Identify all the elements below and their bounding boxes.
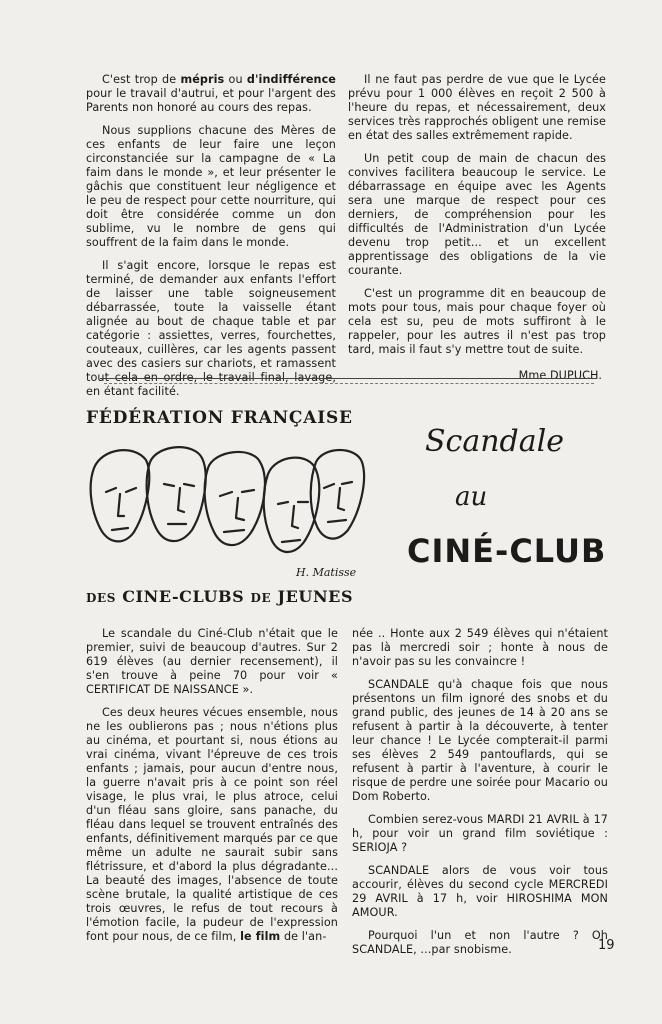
paragraph: née .. Honte aux 2 549 élèves qui n'étaient pas là mercredi soir ; honte à nous de n'avoir pas su les convaincre !: [352, 627, 608, 668]
federation-title: FÉDÉRATION FRANÇAISE: [86, 408, 353, 428]
headline-cine-club: CINÉ-CLUB: [407, 532, 607, 570]
paragraph: SCANDALE qu'à chaque fois que nous présentons un film ignoré des snobs et du grand public, des jeunes de 14 à 20 ans se refusent à partir à la découverte, à tenter leur chance ! Le Lycée compterait-il parmi ses élèves 2 549 pantouflards, qui se refusent à partir à l'aventure, à courir le risque de perdre une soirée pour Macario ou Dom Roberto.: [352, 678, 608, 803]
matisse-masks-drawing: [84, 440, 366, 570]
top-right-column: [348, 73, 606, 392]
paragraph: Un petit coup de main de chacun des convives facilitera beaucoup le service. Le débarrassage en équipe avec les Agents sera une marque de respect pour ces derniers, de compréhension pour les difficultés de l'Administration d'un Lycée devenu trop petit... et un excellent apprentissage des obligations de la vie courante.: [348, 152, 606, 277]
paragraph: Il s'agit encore, lorsque le repas est terminé, de demander aux enfants l'effort de laisser une table soigneusement débarrassée, toute la vaisselle étant alignée au bout de chaque table et par catégorie : assiettes, verres, fourchettes, couteaux, cuillères, car les agents passent avec des casiers sur chariots, et ramassent tout cela en ordre, le travail final, lavage, en étant facilité.: [86, 259, 336, 398]
page-number: 19: [598, 938, 615, 953]
separator-rule: [104, 383, 594, 384]
bottom-right-column: [352, 627, 608, 966]
paragraph: Ces deux heures vécues ensemble, nous ne les oublierons pas ; nous n'étions plus au cinéma, et pourtant si, nous étions au vrai cinéma, vivant l'épreuve de ces trois enfants ; jamais, pour aucun d'entre nous, la guerre n'avait pris à ce point son réel visage, le plus vrai, le plus atroce, celui d'un fléau sans gloire, sans panache, du fléau dans lequel se trouvent entraînés des enfants, définitivement marqués par ce que même un adulte ne saurait subir sans flétrissure, et d'abord la plus dégradante... La beauté des images, l'absence de toute scène brutale, la qualité artistique de ces trois œuvres, le refus de tout recours à l'émotion facile, la pudeur de l'expression font pour nous, de ce film, le film de l'an-: [86, 706, 338, 943]
paragraph: Nous supplions chacune des Mères de ces enfants de leur faire une leçon circonstanciée sur la campagne de « La faim dans le monde », et leur présenter le gâchis que constituent leur négligence et le peu de respect pour cette nourriture, qui doit être considérée comme un don sublime, vu le nombre de gens qui souffrent de la faim dans le monde.: [86, 124, 336, 249]
bottom-left-column: [86, 627, 338, 953]
paragraph: Pourquoi l'un et non l'autre ? Oh SCANDALE, ...par snobisme.: [352, 929, 608, 956]
headline-au: au: [455, 482, 488, 512]
artist-signature: H. Matisse: [296, 566, 357, 579]
paragraph: C'est trop de mépris ou d'indifférence pour le travail d'autrui, et pour l'argent des Parents non honoré au cours des repas.: [86, 73, 336, 114]
cine-clubs-title: DES CINE-CLUBS DE JEUNES: [86, 587, 354, 606]
headline-scandale: Scandale: [425, 424, 564, 459]
author-signature: Mme DUPUCH.: [518, 369, 602, 382]
paragraph: Il ne faut pas perdre de vue que le Lycée prévu pour 1 000 élèves en reçoit 2 500 à l'heure du repas, et nécessairement, deux services très rapprochés obligent une remise en état des salles extrêmement rapide.: [348, 73, 606, 142]
paragraph: C'est un programme dit en beaucoup de mots pour tous, mais pour chaque foyer où cela est su, peu de mots suffiront à le rappeler, pour les autres il n'est pas trop tard, mais il faut s'y mettre tout de suite.: [348, 287, 606, 356]
separator-rule: [100, 378, 596, 379]
top-left-column: [86, 73, 336, 408]
paragraph: Combien serez-vous MARDI 21 AVRIL à 17 h, pour voir un grand film soviétique : SERIOJA ?: [352, 813, 608, 854]
mask-2: [147, 447, 206, 541]
paragraph: Le scandale du Ciné-Club n'était que le premier, suivi de beaucoup d'autres. Sur 2 619 élèves (au dernier recensement), il s'en trouve à peine 70 pour voir « CERTIFICAT DE NAISSANCE ».: [86, 627, 338, 696]
paragraph: SCANDALE alors de vous voir tous accourir, élèves du second cycle MERCREDI 29 AVRIL à 17 h, voir HIROSHIMA MON AMOUR.: [352, 864, 608, 919]
